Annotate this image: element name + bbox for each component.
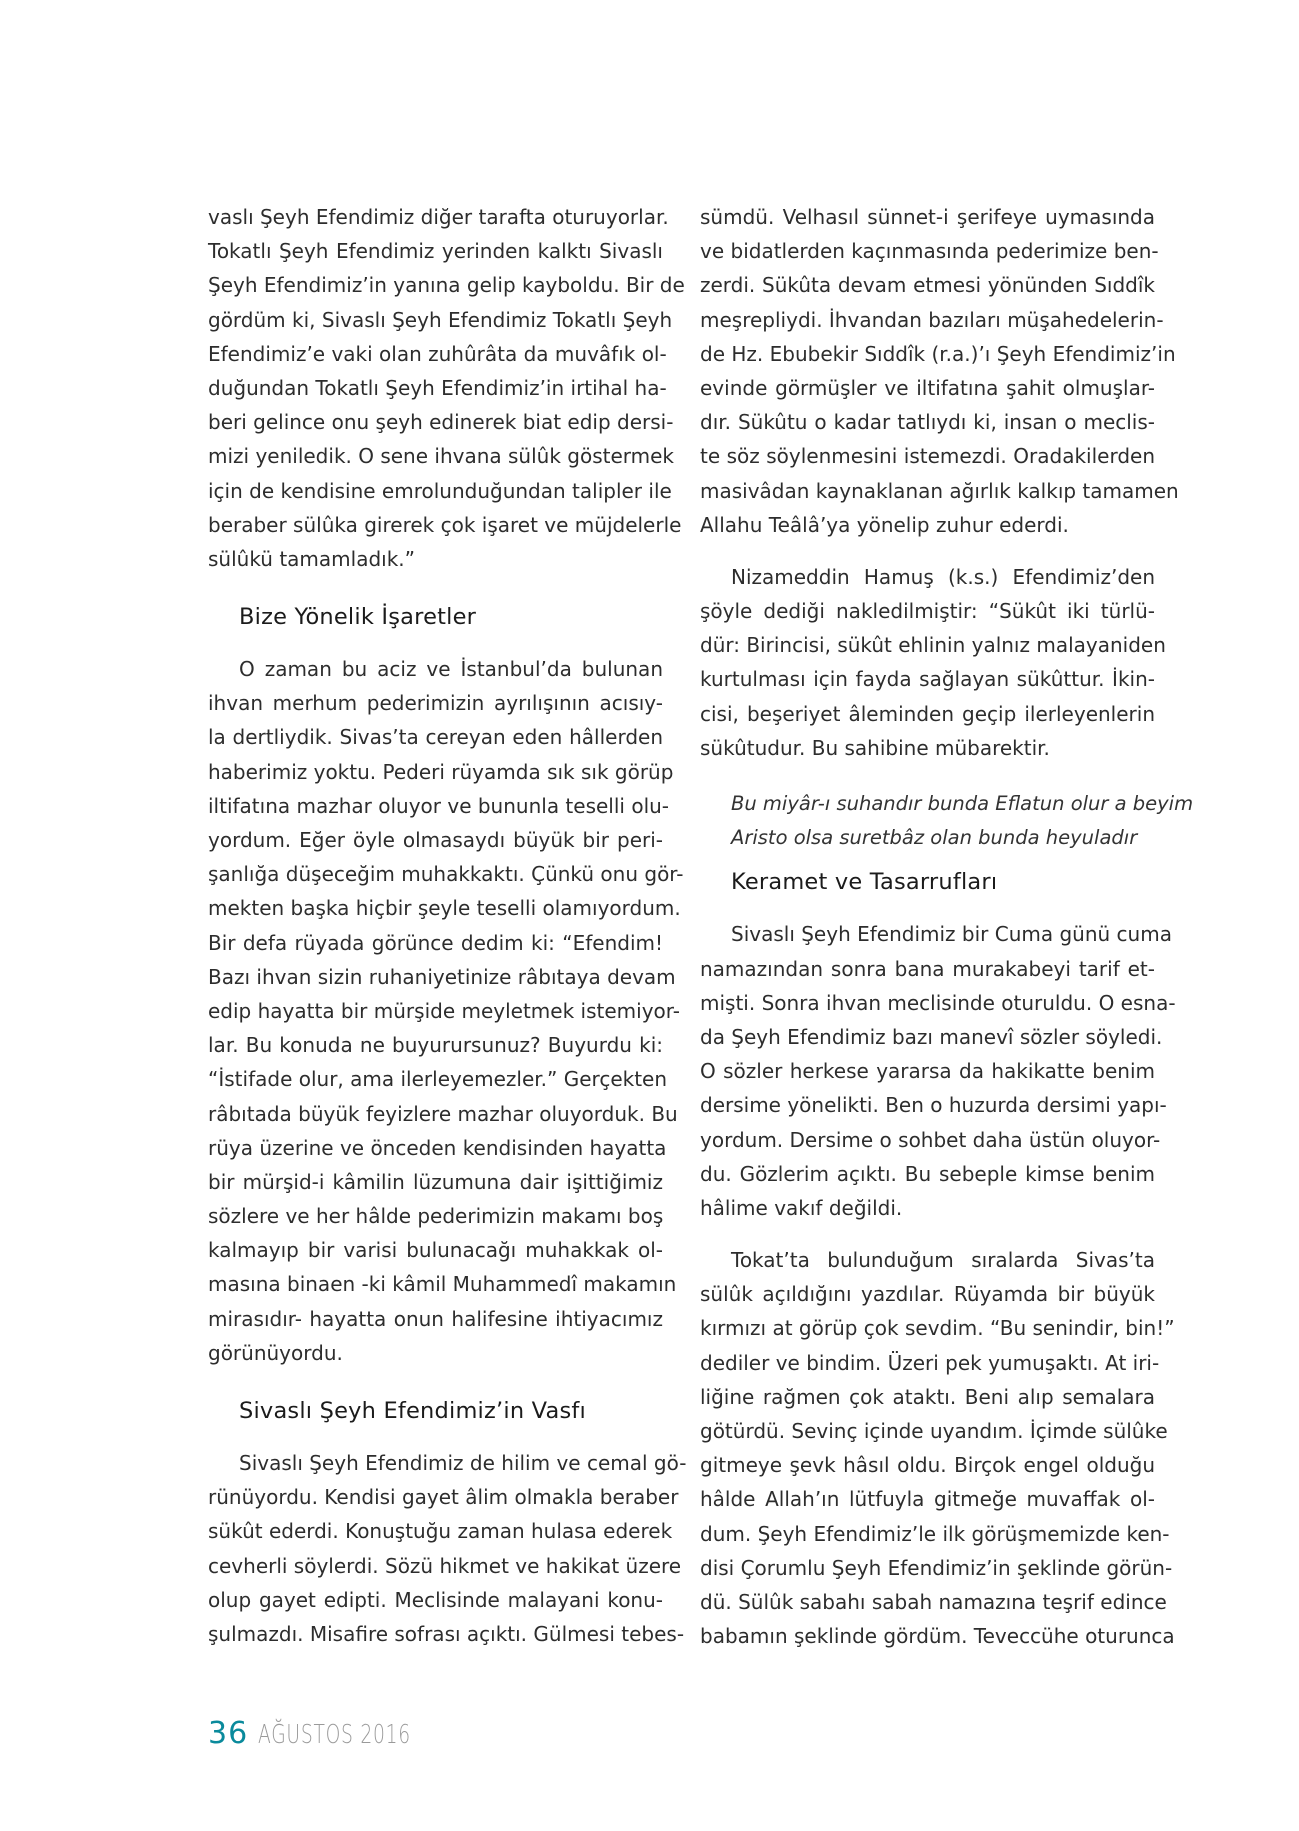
- paragraph: [700, 200, 1179, 542]
- text-line: mizi yeniledik. O sene ihvana sülûk göstermek: [208, 444, 675, 469]
- text-line: masına binaen -ki kâmil Muhammedî makamın: [208, 1272, 677, 1297]
- text-line: hâlde Allah’ın lütfuyla gitmeğe muvaffak ol-: [700, 1487, 1155, 1512]
- issue-date: AĞUSTOS 2016: [258, 1720, 412, 1750]
- text-line: Nizameddin Hamuş (k.s.) Efendimiz’den: [731, 564, 1155, 589]
- text-line: meşrepliydi. İhvandan bazıları müşahedelerin-: [700, 307, 1164, 332]
- text-line: Aristo olsa suretbâz olan bunda heyuladır: [731, 826, 1138, 850]
- text-line: Şeyh Efendimiz’in yanına gelip kayboldu. Bir de: [208, 273, 685, 298]
- text-line: vaslı Şeyh Efendimiz diğer tarafta oturuyorlar.: [208, 205, 669, 229]
- text-line: gördüm ki, Sivaslı Şeyh Efendimiz Tokatlı Şeyh: [208, 307, 673, 332]
- text-line: cevherli söylerdi. Sözü hikmet ve hakikat üzere: [208, 1553, 682, 1578]
- section-heading: Bize Yönelik İşaretler: [239, 604, 477, 631]
- text-line: götürdü. Sevinç içinde uyandım. İçimde sülûke: [700, 1419, 1168, 1443]
- text-line: sözlere ve her hâlde pederimizin makamı boş: [208, 1204, 664, 1229]
- text-line: görünüyordu.: [208, 1340, 343, 1365]
- text-line: edip hayatta bir mürşide meyletmek istemiyor-: [208, 998, 680, 1023]
- text-line: dediler ve bindim. Üzeri pek yumuşaktı. At iri-: [700, 1350, 1160, 1375]
- text-line: hâlime vakıf değildi.: [700, 1195, 903, 1220]
- text-line: babamın şeklinde gördüm. Teveccühe oturunca: [700, 1624, 1175, 1649]
- text-line: dum. Şeyh Efendimiz’le ilk görüşmemizde ken-: [700, 1521, 1170, 1546]
- text-line: sükût ederdi. Konuştuğu zaman hulasa ederek: [208, 1519, 673, 1544]
- text-line: iltifatına mazhar oluyor ve bununla teselli olu-: [208, 793, 670, 818]
- text-line: dü. Sülûk sabahı sabah namazına teşrif edince: [700, 1589, 1167, 1614]
- text-line: cisi, beşeriyet âleminden geçip ilerleyenlerin: [700, 701, 1155, 726]
- page-footer: [208, 1716, 470, 1756]
- text-line: duğundan Tokatlı Şeyh Efendimiz’in irtihal ha-: [208, 375, 667, 400]
- text-line: kalmayıp bir varisi bulunacağı muhakkak ol-: [208, 1238, 663, 1263]
- poem-quote: [700, 787, 1194, 855]
- paragraph: [208, 652, 684, 1370]
- text-line: yordum. Dersime o sohbet daha üstün oluyor-: [700, 1127, 1161, 1152]
- text-line: rüya üzerine ve önceden kendisinden hayatta: [208, 1135, 667, 1160]
- text-line: lar. Bu konuda ne buyurursunuz? Buyurdu ki:: [208, 1033, 663, 1058]
- text-line: ve bidatlerden kaçınmasında pederimize ben-: [700, 239, 1159, 264]
- text-line: Tokatlı Şeyh Efendimiz yerinden kalktı Sivaslı: [208, 239, 663, 264]
- section-heading: Keramet ve Tasarrufları: [731, 869, 998, 896]
- text-line: la dertliydik. Sivas’ta cereyan eden hâllerden: [208, 725, 663, 750]
- text-line: namazından sonra bana murakabeyi tarif et-: [700, 956, 1155, 981]
- text-line: sümdü. Velhasıl sünnet-i şerifeye uymasında: [700, 205, 1155, 229]
- text-line: dür: Birincisi, sükût ehlinin yalnız malayaniden: [700, 633, 1166, 658]
- text-line: ihvan merhum pederimizin ayrılışının acısıy-: [208, 691, 663, 716]
- text-line: mişti. Sonra ihvan meclisinde oturuldu. O esna-: [700, 990, 1176, 1015]
- text-line: kırmızı at görüp çok sevdim. “Bu senindir, bin!”: [700, 1316, 1175, 1341]
- text-line: mekten başka hiçbir şeyle teselli olamıyordum.: [208, 896, 681, 921]
- text-line: beri gelince onu şeyh edinerek biat edip dersi-: [208, 410, 674, 435]
- text-line: Bazı ihvan sizin ruhaniyetinize râbıtaya devam: [208, 964, 676, 989]
- text-line: “İstifade olur, ama ilerleyemezler.” Gerçekten: [208, 1067, 668, 1092]
- paragraph: [208, 200, 685, 576]
- text-line: zerdi. Sükûta devam etmesi yönünden Sıddîk: [700, 273, 1155, 298]
- section-heading: Sivaslı Şeyh Efendimiz’in Vasfı: [239, 1398, 586, 1424]
- text-line: olup gayet edipti. Meclisinde malayani konu-: [208, 1587, 663, 1612]
- page-number: 36: [208, 1716, 249, 1751]
- text-line: râbıtada büyük feyizlere mazhar oluyorduk. Bu: [208, 1101, 678, 1126]
- paragraph: [700, 917, 1176, 1225]
- text-line: mirasıdır- hayatta onun halifesine ihtiyacımız: [208, 1306, 663, 1331]
- left-column: [208, 200, 687, 1651]
- text-line: O sözler herkese yararsa da hakikatte benim: [700, 1059, 1155, 1084]
- text-line: Tokat’ta bulunduğum sıralarda Sivas’ta: [731, 1248, 1155, 1273]
- text-line: Allahu Teâlâ’ya yönelip zuhur ederdi.: [700, 512, 1069, 537]
- text-line: Sivaslı Şeyh Efendimiz de hilim ve cemal gö-: [239, 1451, 687, 1475]
- text-line: beraber sülûka girerek çok işaret ve müjdelerle: [208, 512, 682, 537]
- paragraph: [700, 1243, 1175, 1653]
- text-line: sülûkü tamamladık.”: [208, 546, 416, 571]
- text-line: disi Çorumlu Şeyh Efendimiz’in şeklinde görün-: [700, 1555, 1173, 1580]
- paragraph: [208, 1446, 687, 1651]
- paragraph: [700, 560, 1166, 765]
- text-line: Sivaslı Şeyh Efendimiz bir Cuma günü cuma: [731, 922, 1172, 947]
- text-line: Bu miyâr-ı suhandır bunda Eflatun olur a beyim: [731, 792, 1194, 815]
- text-line: Bir defa rüyada görünce dedim ki: “Efendim!: [208, 930, 663, 955]
- text-line: de Hz. Ebubekir Sıddîk (r.a.)’ı Şeyh Efendimiz’in: [700, 341, 1176, 366]
- text-line: te söz söylenmesini istemezdi. Oradakilerden: [700, 444, 1155, 469]
- text-line: masivâdan kaynaklanan ağırlık kalkıp tamamen: [700, 478, 1179, 503]
- text-line: rünüyordu. Kendisi gayet âlim olmakla beraber: [208, 1485, 679, 1510]
- text-line: haberimiz yoktu. Pederi rüyamda sık sık görüp: [208, 759, 674, 784]
- right-column: [700, 200, 1194, 1653]
- text-line: du. Gözlerim açıktı. Bu sebeple kimse benim: [700, 1161, 1155, 1186]
- text-line: kurtulması için fayda sağlayan sükûttur. İkin-: [700, 667, 1155, 692]
- text-line: dersime yönelikti. Ben o huzurda dersimi yapı-: [700, 1093, 1167, 1118]
- text-line: evinde görmüşler ve iltifatına şahit olmuşlar-: [700, 375, 1155, 400]
- text-line: bir mürşid-i kâmilin lüzumuna dair işittiğimiz: [208, 1169, 663, 1194]
- text-line: yordum. Eğer öyle olmasaydı büyük bir peri-: [208, 828, 663, 852]
- text-line: şulmazdı. Misafire sofrası açıktı. Gülmesi tebes-: [208, 1621, 685, 1646]
- text-line: sükûtudur. Bu sahibine mübarektir.: [700, 735, 1050, 760]
- text-line: Efendimiz’e vaki olan zuhûrâta da muvâfık ol-: [208, 341, 667, 366]
- text-line: sülûk açıldığını yazdılar. Rüyamda bir büyük: [700, 1282, 1155, 1307]
- text-line: şöyle dediği nakledilmiştir: “Sükût iki türlü-: [700, 599, 1155, 624]
- text-line: gitmeye şevk hâsıl oldu. Birçok engel olduğu: [700, 1453, 1155, 1478]
- text-line: şanlığa düşeceğim muhakkaktı. Çünkü onu gör-: [208, 862, 684, 887]
- text-line: da Şeyh Efendimiz bazı manevî sözler söyledi.: [700, 1024, 1163, 1049]
- text-line: liğine rağmen çok ataktı. Beni alıp semalara: [700, 1384, 1155, 1409]
- text-line: için de kendisine emrolunduğundan talipler ile: [208, 478, 672, 503]
- text-line: O zaman bu aciz ve İstanbul’da bulunan: [239, 657, 663, 682]
- text-line: dır. Sükûtu o kadar tatlıydı ki, insan o meclis-: [700, 410, 1155, 435]
